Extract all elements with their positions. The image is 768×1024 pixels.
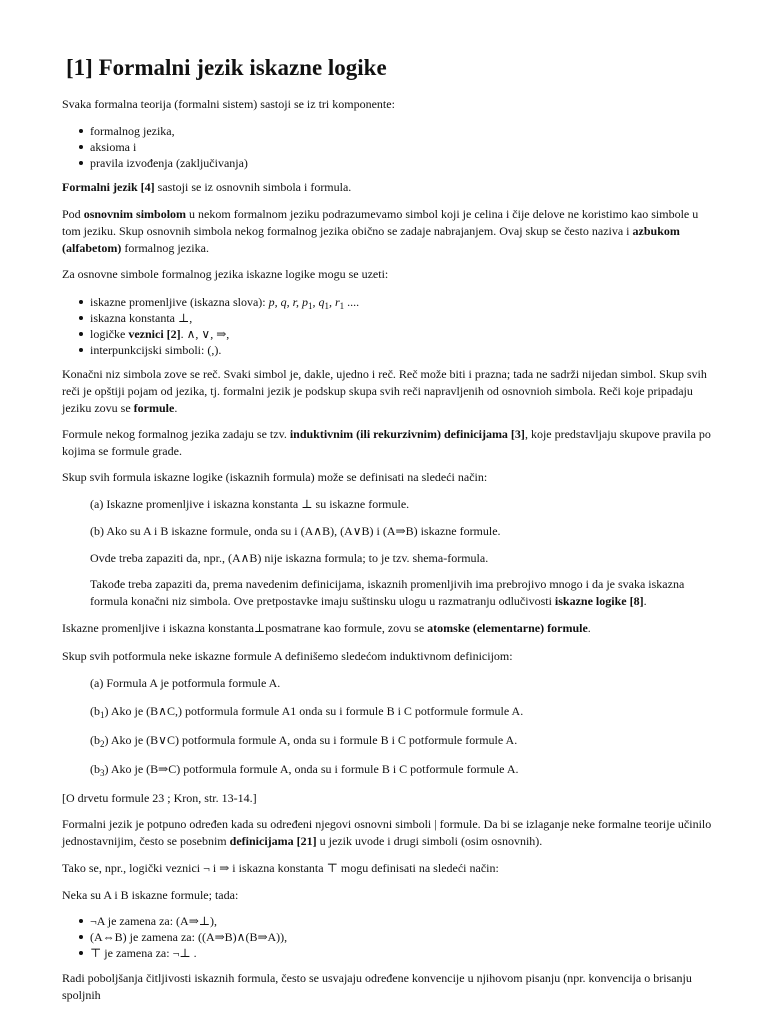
- paragraph-words: [62, 366, 712, 417]
- paragraph-let: Neka su A i B iskazne formule; tada:: [62, 888, 239, 902]
- paragraph-conventions: Radi poboljšanja čitljivosti iskaznih formula, često se usvajaju određene konvencije u njihovom pisanju (npr. konvencija o brisanju spoljnih: [62, 971, 692, 1002]
- symbols-list: [90, 294, 710, 358]
- text: (b: [90, 762, 100, 776]
- text: Konačni niz simbola zove se reč. Svaki simbol je, dakle, ujedno i reč. Reč može biti i prazna; tada ne sadrži nijedan simbol. Skup svih reči je opštiji pojam od jezika, tj. formalni jezik je podskup skupa svih reči napravljenih od osnovnioh simbola. Reči koje pripadaju jeziku zovu se: [62, 367, 707, 415]
- bold-term: induktivnim (ili rekurzivnim) definicijama [3]: [289, 427, 525, 441]
- paragraph-definitions: [62, 816, 712, 850]
- text: formalnog jezika.: [121, 241, 209, 255]
- text: (b: [90, 704, 100, 718]
- paragraph-basic-symbols: [62, 206, 712, 257]
- text: u jezik uvode i drugi simboli (osim osnovnih).: [316, 834, 543, 848]
- subscript: 3: [100, 768, 105, 778]
- subformula-a: (a) Formula A je potformula formule A.: [90, 676, 281, 690]
- text: Formule nekog formalnog jezika zadaju se tzv.: [62, 427, 290, 441]
- paragraph-atomic: [62, 620, 712, 637]
- text: sastoji se iz osnovnih simbola i formula.: [154, 180, 352, 194]
- text: Iskazne promenljive i iskazna konstanta⊥posmatrane kao formule, zovu se: [62, 621, 428, 635]
- bold-term: definicijama [21]: [229, 834, 317, 848]
- bold-term: Formalni jezik [4]: [62, 180, 155, 194]
- text: logičke: [90, 327, 129, 341]
- subscript: 1: [307, 301, 313, 311]
- paragraph-formulas-def: Skup svih formula iskazne logike (iskaznih formula) može se definisati na sledeći način:: [62, 470, 488, 484]
- list-item: iskazna konstanta ⊥,: [90, 310, 710, 326]
- list-item: ⊤ je zamena za: ¬⊥ .: [90, 945, 710, 961]
- text: Takođe treba zapaziti da, prema navedenim definicijama, iskaznih promenljivih ima prebrojivo mnogo i da je svaka iskazna formula konačni niz simbola. Ove pretpostavke imaju suštinsku ulogu u razmatranju odlučivosti: [90, 577, 685, 608]
- subformula-b3: [90, 761, 710, 778]
- bold-term: veznici [2]: [128, 327, 181, 341]
- text: .: [643, 594, 647, 608]
- intro-paragraph: Svaka formalna teorija (formalni sistem) sastoji se iz tri komponente:: [62, 97, 395, 111]
- text: . ∧, ∨, ⇒,: [180, 327, 230, 341]
- subscript: 1: [339, 301, 345, 311]
- subformula-b2: [90, 732, 710, 749]
- text: ....: [344, 295, 360, 309]
- bold-term: osnovnim simbolom: [83, 207, 187, 221]
- text: ) Ako je (B∨C) potformula formule A, onda su i formule B i C potformule formule A.: [104, 733, 518, 747]
- definition-b: (b) Ako su A i B iskazne formule, onda su i (A∧B), (A∨B) i (A⇒B) iskazne formule.: [90, 524, 501, 538]
- text: Formalni jezik je potpuno određen kada su određeni njegovi osnovni simboli | formule. Da bi se izlaganje neke formalne teorije učinilo jednostavnijim, često se posebnim: [62, 817, 712, 848]
- text: .: [174, 401, 178, 415]
- list-item: pravila izvođenja (zaključivanja): [90, 155, 710, 171]
- text: p, q, r, p: [268, 295, 308, 309]
- note-schema: Ovde treba zapaziti da, npr., (A∧B) nije iskazna formula; to je tzv. shema-formula.: [90, 551, 489, 565]
- text: Pod: [62, 207, 84, 221]
- subformula-b1: [90, 703, 710, 720]
- components-list: [90, 123, 710, 171]
- list-item: interpunkcijski simboli: (,).: [90, 342, 710, 358]
- list-item: (A⇔B) je zamena za: ((A⇒B)∧(B⇒A)),: [90, 929, 710, 945]
- bold-term: azbukom (alfabetom): [62, 224, 680, 255]
- text: , koje predstavljaju skupove pravila po kojima se formule grade.: [62, 427, 711, 458]
- reference-note: [O drvetu formule 23 ; Kron, str. 13-14.]: [62, 791, 257, 805]
- definition-a: (a) Iskazne promenljive i iskazna konstanta ⊥ su iskazne formule.: [90, 497, 410, 511]
- text: ) Ako je (B⇒C) potformula formule A, onda su i formule B i C potformule formule A.: [104, 762, 519, 776]
- paragraph-subformulas: Skup svih potformula neke iskazne formule A definišemo sledećom induktivnom definicijom:: [62, 649, 513, 663]
- subscript: 2: [100, 739, 105, 749]
- list-item: [90, 326, 710, 342]
- list-item: ¬A je zamena za: (A⇒⊥),: [90, 913, 710, 929]
- text: u nekom formalnom jeziku podrazumevamo simbol koji je celina i čije delove ne koristimo kao simbole u tom jeziku. Skup osnovnih simbola nekog formalnog jezika obično se zadaje nabrajanjem. Ovaj skup se često naziva i: [62, 207, 699, 238]
- list-item: formalnog jezika,: [90, 123, 710, 139]
- bold-term: iskazne logike [8]: [554, 594, 644, 608]
- subscript: 1: [324, 301, 329, 311]
- note-countable: [90, 576, 710, 610]
- subscript: 1: [100, 710, 105, 720]
- paragraph-inductive: [62, 426, 712, 460]
- bold-term: atomske (elementarne) formule: [427, 621, 588, 635]
- text: iskazne promenljive (iskazna slova):: [90, 295, 269, 309]
- definitions-list: [90, 913, 710, 961]
- paragraph-connectives: Tako se, npr., logički veznici ¬ i ⇒ i iskazna konstanta ⊤ mogu definisati na sledeći način:: [62, 861, 499, 875]
- bold-term: formule: [133, 401, 175, 415]
- text: , q: [312, 295, 325, 309]
- text: , r: [328, 295, 340, 309]
- text: (b: [90, 733, 100, 747]
- list-item: aksioma i: [90, 139, 710, 155]
- text: ) Ako je (B∧C,) potformula formule A1 onda su i formule B i C potformule formule A.: [104, 704, 524, 718]
- page-title: [1] Formalni jezik iskazne logike: [66, 55, 387, 80]
- text: .: [587, 621, 591, 635]
- list-item: [90, 294, 710, 310]
- paragraph-symbols-intro: Za osnovne simbole formalnog jezika iskazne logike mogu se uzeti:: [62, 267, 389, 281]
- paragraph-formal-language: [62, 179, 712, 196]
